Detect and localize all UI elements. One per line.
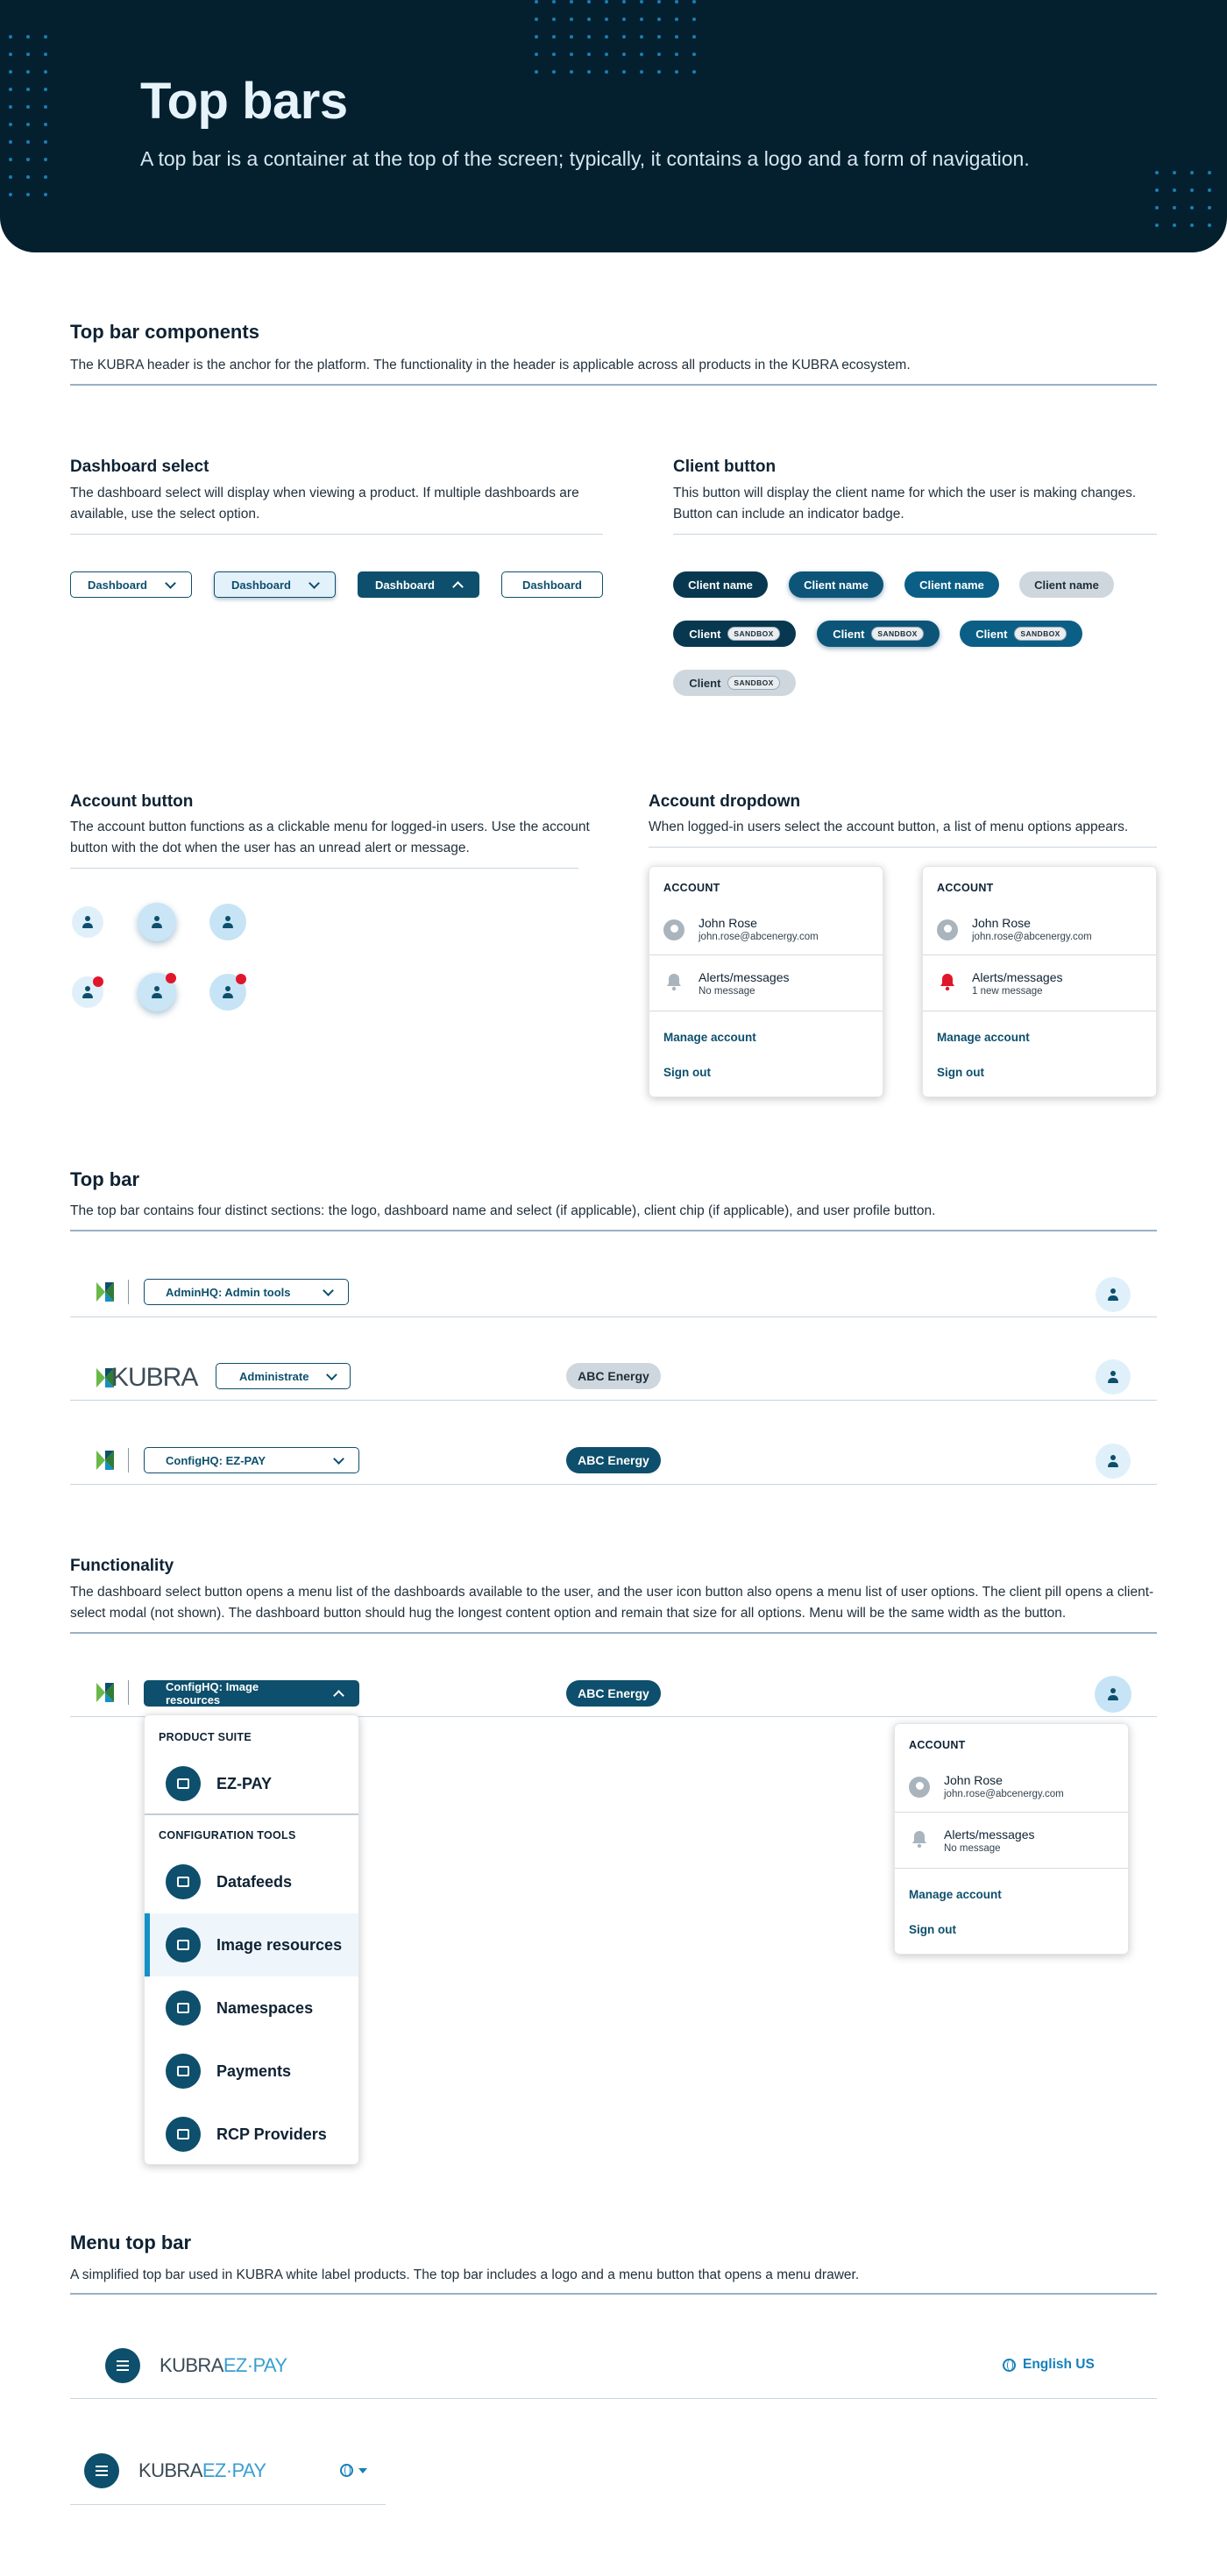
dashboard-select-title: Dashboard select (70, 458, 209, 476)
dashboard-label: Dashboard (375, 578, 435, 592)
account-menu-header: ACCOUNT (663, 882, 720, 894)
alerts-status: No message (699, 986, 755, 997)
configuration-tools-header: CONFIGURATION TOOLS (159, 1829, 296, 1842)
chevron-up-icon (333, 1690, 344, 1701)
dashboard-select-hover[interactable] (214, 571, 336, 598)
divider (70, 1632, 1157, 1634)
menu-divider (145, 1813, 358, 1815)
client-label: Client (975, 627, 1008, 641)
account-button-focus[interactable] (209, 904, 246, 940)
components-desc: The KUBRA header is the anchor for the platform. The functionality in the header is applicable across all products in the KUBRA ecosystem. (70, 358, 911, 373)
menu-item-label: EZ-PAY (216, 1774, 273, 1792)
menu-item-ezpay[interactable] (145, 1752, 358, 1815)
kubra-ezpay-wordmark (138, 2459, 266, 2482)
account-button-active[interactable] (1095, 1676, 1131, 1713)
divider (70, 1316, 1157, 1317)
ezpay-icon (166, 1766, 201, 1801)
divider (70, 868, 578, 869)
client-pill-default[interactable] (673, 571, 768, 598)
chevron-down-icon (323, 1285, 334, 1296)
dashboard-select[interactable] (144, 1279, 349, 1305)
client-name-label: Client name (1034, 578, 1099, 592)
sandbox-badge: SANDBOX (871, 627, 923, 641)
bell-alert-icon (939, 972, 956, 991)
alerts-label[interactable]: Alerts/messages (699, 970, 790, 984)
top-bar-title: Top bar (70, 1168, 140, 1190)
kubra-logo-icon (96, 1451, 114, 1470)
hero-subtitle: A top bar is a container at the top of the screen; typically, it contains a logo and a form of navigation. (140, 147, 1030, 170)
globe-icon (340, 2464, 353, 2477)
globe-icon (166, 1991, 201, 2026)
menu-top-bar-title: Menu top bar (70, 2232, 192, 2253)
divider (70, 384, 1157, 386)
alerts-status: 1 new message (972, 986, 1043, 997)
dashboard-select-open[interactable] (144, 1680, 359, 1707)
user-icon (82, 916, 94, 928)
account-button-hover[interactable] (138, 903, 176, 941)
dashboard-label: Administrate (239, 1369, 309, 1383)
client-pill-disabled[interactable] (1019, 571, 1114, 598)
menu-divider (895, 1812, 1128, 1813)
client-label: ABC Energy (578, 1369, 649, 1383)
divider (649, 847, 1157, 848)
wordmark-kubra: KUBRA (160, 2354, 223, 2376)
sign-out-link[interactable]: Sign out (937, 1066, 984, 1079)
menu-item-datafeeds[interactable] (145, 1850, 358, 1913)
wordmark-ezpay: EZ·PAY (202, 2459, 266, 2481)
unread-dot-icon (236, 974, 246, 984)
account-menu-new-alert (922, 866, 1157, 1097)
separator (128, 1280, 129, 1304)
dot-pattern-right (1155, 171, 1227, 241)
dashboard-select-default[interactable] (70, 571, 192, 598)
dashboard-label: Dashboard (522, 578, 582, 592)
menu-item-payments[interactable] (145, 2040, 358, 2103)
client-pill-sandbox-hover[interactable] (817, 621, 940, 647)
chevron-down-icon (333, 1453, 344, 1465)
client-button-desc: This button will display the client name for which the user is making changes. Button can include an indicator badge. (673, 486, 1137, 522)
chevron-down-icon (309, 578, 320, 589)
dashboard-menu (144, 1714, 359, 2165)
account-button-desc: The account button functions as a clickable menu for logged-in users. Use the account button with the dot when the user has an unread alert or message. (70, 820, 590, 855)
menu-item-label: Datafeeds (216, 1872, 293, 1891)
sign-out-link[interactable]: Sign out (909, 1923, 956, 1936)
client-pill-sandbox-disabled[interactable] (673, 670, 796, 696)
language-select-compact[interactable] (340, 2464, 367, 2477)
bell-icon (665, 972, 683, 991)
user-email: john.rose@abcenergy.com (944, 1789, 1064, 1799)
hero-title: Top bars (140, 73, 348, 130)
dashboard-label: AdminHQ: Admin tools (166, 1285, 291, 1299)
menu-divider (923, 954, 1156, 955)
account-menu-header: ACCOUNT (909, 1739, 966, 1751)
alerts-label[interactable]: Alerts/messages (944, 1827, 1035, 1842)
client-label: Client (833, 627, 865, 641)
wordmark-ezpay: EZ·PAY (223, 2354, 287, 2376)
divider (70, 534, 603, 535)
account-button[interactable] (1096, 1359, 1131, 1394)
client-name-label: Client name (804, 578, 869, 592)
menu-item-label: RCP Providers (216, 2125, 327, 2143)
user-name: John Rose (699, 916, 757, 930)
kubra-logo-icon (96, 1683, 114, 1702)
account-menu-no-alerts (649, 866, 883, 1097)
dashboard-button-static[interactable] (501, 571, 603, 598)
image-icon (166, 1927, 201, 1962)
account-button-default[interactable] (72, 906, 103, 938)
client-pill[interactable] (566, 1680, 661, 1707)
account-menu (894, 1723, 1129, 1955)
caret-down-icon (358, 2468, 367, 2473)
unread-dot-icon (166, 973, 176, 983)
sign-out-link[interactable]: Sign out (663, 1066, 711, 1079)
client-label: Client (689, 676, 721, 690)
cash-icon (166, 2117, 201, 2152)
language-select[interactable] (1003, 2357, 1095, 2373)
dashboard-label: Dashboard (231, 578, 291, 592)
functionality-desc: The dashboard select button opens a menu list of the dashboards available to the user, and the user icon button also opens a menu list of user options. The client pill opens a client-select modal (not shown). The dashboard button should hug the longest content option and remain that size for all options. Menu will be the same width as the button. (70, 1585, 1154, 1621)
sandbox-badge: SANDBOX (1014, 627, 1066, 641)
user-icon (1107, 1371, 1119, 1383)
menu-item-image-resources[interactable] (145, 1913, 358, 1976)
language-label: English US (1023, 2357, 1095, 2372)
divider (70, 2293, 1157, 2295)
dashboard-label: ConfigHQ: Image resources (166, 1680, 259, 1707)
account-button-alert-hover[interactable] (138, 973, 176, 1011)
account-dropdown-desc: When logged-in users select the account button, a list of menu options appears. (649, 820, 1129, 834)
avatar-icon (937, 919, 958, 940)
divider (70, 1230, 1157, 1231)
functionality-title: Functionality (70, 1557, 174, 1575)
separator (128, 1448, 129, 1473)
kubra-logo-icon (96, 1282, 114, 1302)
menu-divider (649, 954, 883, 955)
client-pill-sandbox-default[interactable] (673, 621, 796, 647)
client-pill[interactable] (566, 1447, 661, 1473)
bell-icon (911, 1829, 928, 1849)
sandbox-badge: SANDBOX (727, 627, 779, 641)
unread-dot-icon (93, 976, 103, 987)
hero-banner (0, 0, 1227, 252)
database-icon (166, 1864, 201, 1899)
menu-drawer-button[interactable] (105, 2348, 140, 2383)
user-email: john.rose@abcenergy.com (699, 932, 819, 942)
payment-card-icon (166, 2054, 201, 2089)
user-icon (222, 986, 234, 998)
menu-divider (895, 1868, 1128, 1869)
kubra-logo (96, 1363, 197, 1393)
dashboard-select-desc: The dashboard select will display when viewing a product. If multiple dashboards are available, use the select option. (70, 486, 579, 522)
dashboard-label: Dashboard (88, 578, 147, 592)
chevron-down-icon (327, 1369, 337, 1380)
divider (70, 1400, 1157, 1401)
user-icon (1107, 1455, 1119, 1467)
user-icon (1107, 1288, 1119, 1301)
user-icon (222, 916, 234, 928)
account-button-title: Account button (70, 792, 194, 811)
client-label: ABC Energy (578, 1686, 649, 1700)
manage-account-link[interactable]: Manage account (663, 1031, 756, 1044)
account-dropdown-title: Account dropdown (649, 792, 801, 811)
avatar-icon (663, 919, 684, 940)
menu-drawer-button[interactable] (84, 2453, 119, 2488)
menu-item-rcp-providers[interactable] (145, 2103, 358, 2165)
client-name-label: Client name (688, 578, 753, 592)
dot-pattern-top (535, 0, 710, 88)
globe-icon (1003, 2359, 1016, 2372)
client-label: Client (689, 627, 721, 641)
chevron-down-icon (165, 578, 176, 589)
wordmark-kubra: KUBRA (138, 2459, 202, 2481)
product-suite-header: PRODUCT SUITE (159, 1731, 252, 1743)
kubra-ezpay-wordmark (160, 2354, 287, 2377)
client-label: ABC Energy (578, 1453, 649, 1467)
manage-account-link[interactable]: Manage account (937, 1031, 1030, 1044)
dashboard-select[interactable] (144, 1447, 359, 1473)
user-name: John Rose (972, 916, 1031, 930)
menu-top-bar-desc: A simplified top bar used in KUBRA white label products. The top bar includes a logo and a menu button that opens a menu drawer. (70, 2267, 860, 2282)
manage-account-link[interactable]: Manage account (909, 1888, 1002, 1901)
client-name-label: Client name (919, 578, 984, 592)
top-bar-desc: The top bar contains four distinct sections: the logo, dashboard name and select (if applicable), client chip (if applicable), and user profile button. (70, 1203, 936, 1218)
chevron-up-icon (452, 581, 464, 593)
dashboard-select-open[interactable] (358, 571, 479, 598)
user-icon (82, 986, 94, 998)
components-title: Top bar components (70, 321, 259, 343)
client-pill-hover[interactable] (789, 571, 883, 598)
account-button-alert-default[interactable] (72, 976, 103, 1008)
divider (673, 534, 1157, 535)
account-menu-header: ACCOUNT (937, 882, 994, 894)
menu-item-namespaces[interactable] (145, 1976, 358, 2040)
dot-pattern-left (9, 35, 61, 219)
user-icon (151, 986, 163, 998)
alerts-label[interactable]: Alerts/messages (972, 970, 1063, 984)
user-email: john.rose@abcenergy.com (972, 932, 1092, 942)
menu-item-label: Image resources (216, 1935, 343, 1954)
user-name: John Rose (944, 1773, 1003, 1787)
dashboard-select[interactable] (216, 1363, 351, 1389)
alerts-status: No message (944, 1843, 1001, 1854)
sandbox-badge: SANDBOX (727, 676, 779, 690)
client-pill-sandbox-focus[interactable] (960, 621, 1082, 647)
divider (70, 1484, 1157, 1485)
menu-item-label: Payments (216, 2062, 292, 2080)
client-button-title: Client button (673, 458, 777, 476)
account-button[interactable] (1096, 1277, 1131, 1312)
kubra-wordmark: KUBRA (111, 1363, 198, 1392)
avatar-icon (909, 1777, 930, 1798)
account-button[interactable] (1096, 1444, 1131, 1479)
separator (128, 1680, 129, 1705)
dashboard-label: ConfigHQ: EZ-PAY (166, 1453, 266, 1467)
menu-item-label: Namespaces (216, 1998, 314, 2017)
account-button-alert-focus[interactable] (209, 974, 246, 1011)
divider (70, 2398, 1157, 2399)
client-pill-focus[interactable] (904, 571, 999, 598)
divider (70, 2504, 386, 2505)
user-icon (1107, 1688, 1119, 1700)
client-pill[interactable] (566, 1363, 661, 1389)
user-icon (151, 916, 163, 928)
